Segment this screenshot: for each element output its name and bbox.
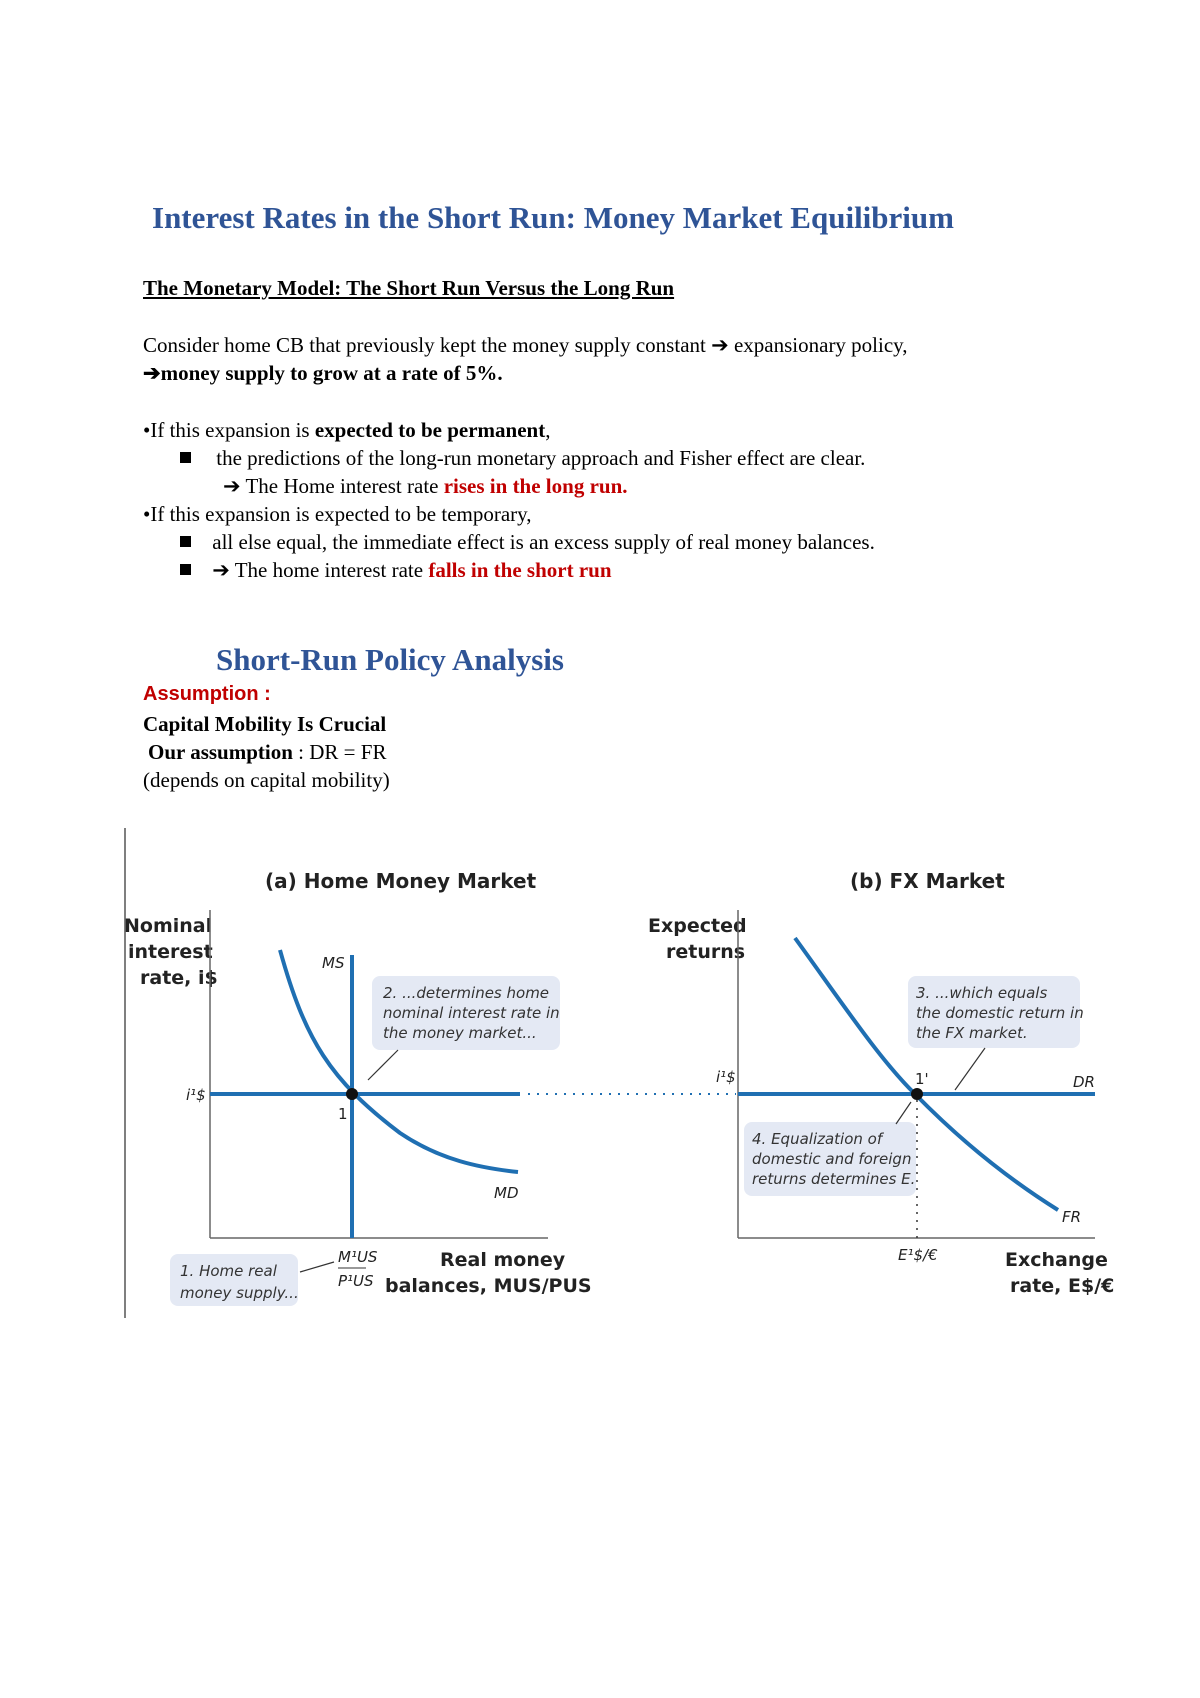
arrow-icon: ➔ <box>711 333 729 357</box>
bullet-text: all else equal, the immediate effect is an excess supply of real money balances. <box>212 530 875 554</box>
panel-b-title: (b) FX Market <box>850 869 1005 893</box>
our-assumption-value: : DR = FR <box>292 740 387 764</box>
callout-2-line-2: nominal interest rate in <box>383 1004 560 1022</box>
panel-b-ylabel-2: returns <box>666 941 746 963</box>
callout-4-line-2: domestic and foreign <box>752 1150 912 1168</box>
point-1-prime-label: 1' <box>915 1070 929 1088</box>
callout-3-line-2: the domestic return in <box>916 1004 1084 1022</box>
temporary-line: •If this expansion is expected to be temporary, <box>143 502 532 526</box>
md-label: MD <box>494 1184 519 1202</box>
point-1-label: 1 <box>338 1105 348 1123</box>
exchange-rate-tick: E¹$/€ <box>898 1246 938 1264</box>
callout-4-line-1: 4. Equalization of <box>752 1130 883 1148</box>
ms-label: MS <box>322 954 345 972</box>
panel-a-ylabel-3: rate, i$ <box>140 967 218 989</box>
callout-3-line-1: 3. ...which equals <box>916 984 1048 1002</box>
callout-1-pointer <box>300 1262 334 1272</box>
money-supply-tick-den: P¹US <box>338 1272 374 1290</box>
callout-3-pointer <box>955 1048 985 1090</box>
callout-2-line-1: 2. ...determines home <box>383 984 550 1002</box>
result-emphasis: rises in the long run. <box>443 474 628 498</box>
callout-4-line-3: returns determines E. <box>752 1170 916 1188</box>
callout-2-pointer <box>368 1050 398 1080</box>
dr-label: DR <box>1073 1073 1095 1091</box>
arrow-icon: ➔ <box>223 474 241 498</box>
page-title: Interest Rates in the Short Run: Money Market Equilibrium <box>152 200 954 235</box>
panel-b-ylabel-1: Expected <box>648 915 747 937</box>
permanent-text: •If this expansion is <box>143 418 315 442</box>
panel-a-title: (a) Home Money Market <box>265 869 537 893</box>
our-assumption-label: Our assumption <box>148 740 293 764</box>
result-text: The Home interest rate <box>240 474 444 498</box>
panel-a-ylabel-2: interest <box>128 941 213 963</box>
panel-a-xlabel-1: Real money <box>440 1249 566 1271</box>
callout-1-line-2: money supply... <box>180 1284 299 1302</box>
panel-b-rate-tick: i¹$ <box>716 1068 736 1086</box>
callout-2-line-3: the money market... <box>383 1024 537 1042</box>
intro-text: Consider home CB that previously kept the money supply constant <box>143 333 706 357</box>
bullet-text: The home interest rate <box>229 558 429 582</box>
permanent-comma: , <box>545 418 551 442</box>
equilibrium-point-1 <box>346 1088 358 1100</box>
equilibrium-point-1-prime <box>911 1088 923 1100</box>
panel-a-ylabel-1: Nominal <box>124 915 213 937</box>
section-heading: The Monetary Model: The Short Run Versus the Long Run <box>143 276 675 300</box>
capital-mobility-note: (depends on capital mobility) <box>143 768 390 792</box>
arrow-icon: ➔ <box>143 361 161 385</box>
money-supply-tick-num: M¹US <box>338 1248 378 1266</box>
callout-4-pointer <box>896 1102 911 1124</box>
panel-a-rate-tick: i¹$ <box>186 1086 206 1104</box>
permanent-bold: expected to be permanent <box>314 418 546 442</box>
fr-label: FR <box>1062 1208 1082 1226</box>
assumption-label: Assumption : <box>143 683 271 705</box>
intro-text-end: expansionary policy, <box>728 333 908 357</box>
panel-b-xlabel-2: rate, E$/€ <box>1010 1275 1115 1297</box>
panel-a-xlabel-2: balances, MUS/PUS <box>385 1275 592 1297</box>
policy-heading: Short-Run Policy Analysis <box>216 642 564 677</box>
capital-mobility: Capital Mobility Is Crucial <box>143 712 387 736</box>
callout-3-line-3: the FX market. <box>916 1024 1028 1042</box>
arrow-icon: ➔ <box>212 558 230 582</box>
panel-b-xlabel-1: Exchange <box>1005 1249 1108 1271</box>
intro-bold: money supply to grow at a rate of 5%. <box>160 361 503 385</box>
callout-1-line-1: 1. Home real <box>180 1262 277 1280</box>
bullet-text: the predictions of the long-run monetary approach and Fisher effect are clear. <box>216 446 866 470</box>
bullet-emphasis: falls in the short run <box>428 558 612 582</box>
